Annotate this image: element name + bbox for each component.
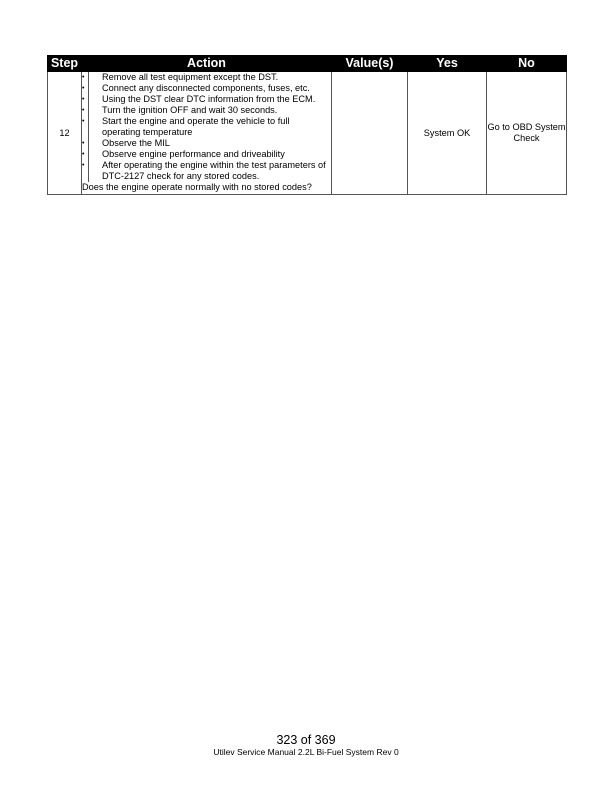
action-step: • Remove all test equipment except the DST.	[82, 72, 331, 83]
table-header-row	[48, 56, 567, 72]
yes-cell: System OK	[408, 72, 487, 195]
header-action: Action	[82, 56, 332, 72]
action-question: Does the engine operate normally with no stored codes?	[82, 182, 312, 192]
action-cell	[82, 72, 332, 195]
header-values: Value(s)	[332, 56, 408, 72]
diagnostic-table	[47, 55, 567, 195]
action-step: • Observe engine performance and driveability	[82, 149, 331, 160]
header-no: No	[487, 56, 567, 72]
action-step: • Turn the ignition OFF and wait 30 seconds.	[82, 105, 331, 116]
header-yes: Yes	[408, 56, 487, 72]
step-number: 12	[48, 72, 82, 195]
action-step: • Start the engine and operate the vehicle to full operating temperature	[82, 116, 331, 138]
action-step: • Observe the MIL	[82, 138, 331, 149]
action-step: • After operating the engine within the test parameters of DTC-2127 check for any stored codes.	[82, 160, 331, 182]
action-step: • Using the DST clear DTC information from the ECM.	[82, 94, 331, 105]
values-cell	[332, 72, 408, 195]
table-row	[48, 72, 567, 195]
header-step: Step	[48, 56, 82, 72]
action-steps-list	[82, 72, 331, 182]
page-number: 323 of 369	[276, 733, 336, 747]
no-cell: Go to OBD System Check	[487, 72, 567, 195]
action-step: • Connect any disconnected components, fuses, etc.	[82, 83, 331, 94]
document-title: Utilev Service Manual 2.2L Bi-Fuel System Rev 0	[213, 747, 399, 757]
